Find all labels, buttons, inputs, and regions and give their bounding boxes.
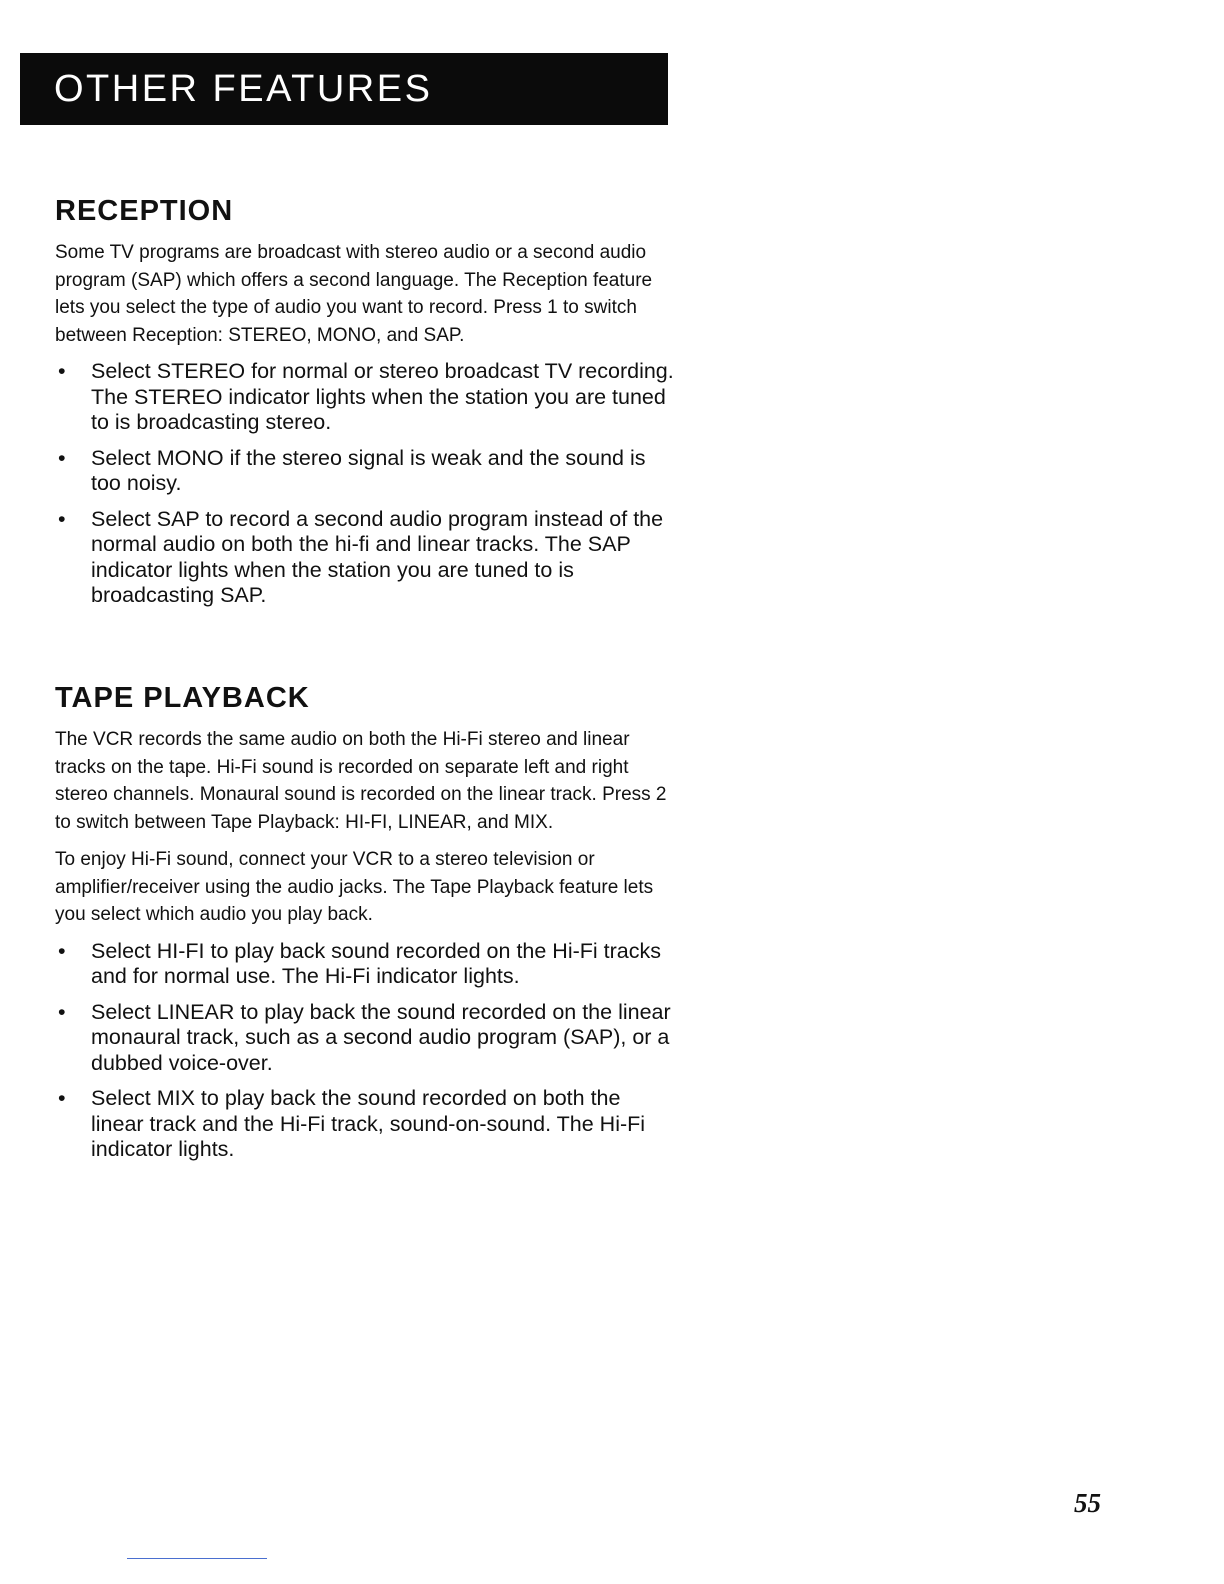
chapter-banner — [20, 53, 668, 125]
tape-playback-intro-2: To enjoy Hi-Fi sound, connect your VCR to a stereo television or amplifier/receiver using the audio jacks. The Tape Playback feature lets you select which audio you play back. — [55, 849, 654, 925]
reception-bullet-stereo — [55, 359, 675, 436]
bullet-icon: • — [58, 938, 66, 963]
tape-playback-bullet-hifi — [55, 939, 675, 990]
bullet-text: Select SAP to record a second audio program instead of the normal audio on both the hi-fi and linear tracks. The SAP indicator lights when the station you are tuned to is broadcasting SAP. — [91, 506, 664, 607]
bullet-icon: • — [58, 506, 66, 531]
bullet-text: Select STEREO for normal or stereo broadcast TV recording. The STEREO indicator lights when the station you are tuned to is broadcasting stereo. — [91, 359, 674, 434]
reception-bullet-mono — [55, 446, 675, 497]
tape-playback-section — [55, 680, 675, 1173]
tape-playback-bullet-mix — [55, 1086, 675, 1163]
bullet-text: Select MONO if the stereo signal is weak and the sound is too noisy. — [91, 445, 646, 495]
bullet-text: Select HI-FI to play back sound recorded on the Hi-Fi tracks and for normal use. The Hi-Fi indicator lights. — [91, 938, 661, 988]
bullet-icon: • — [58, 1086, 66, 1110]
page-number: 55 — [1074, 1488, 1101, 1518]
bullet-text: Select MIX to play back the sound recorded on both the linear track and the Hi-Fi track, sound-on-sound. The Hi-Fi indicator lights. — [91, 1086, 646, 1161]
reception-intro: Some TV programs are broadcast with stereo audio or a second audio program (SAP) which offers a second language. The Reception feature lets you select the type of audio you want to record. Press 1 to switch between Reception: STEREO, MONO, and SAP. — [55, 242, 653, 346]
tape-playback-intro: The VCR records the same audio on both the Hi-Fi stereo and linear tracks on the tape. Hi-Fi sound is recorded on separate left and right stereo channels. Monaural sound is recorded on the linear track. Press 2 to switch between Tape Playback: HI-FI, LINEAR, and MIX. — [55, 729, 667, 833]
footer-rule — [127, 1558, 267, 1559]
chapter-title: OTHER FEATURES — [54, 68, 433, 110]
tape-playback-bullet-list — [55, 939, 675, 1163]
reception-bullet-list — [55, 359, 675, 609]
bullet-icon: • — [58, 999, 66, 1024]
bullet-text: Select LINEAR to play back the sound recorded on the linear monaural track, such as a second audio program (SAP), or a dubbed voice-over. — [91, 999, 671, 1075]
reception-bullet-sap — [55, 507, 675, 609]
bullet-icon: • — [58, 445, 66, 470]
reception-heading: RECEPTION — [55, 195, 234, 227]
tape-playback-bullet-linear — [55, 1000, 675, 1077]
reception-section — [55, 193, 675, 619]
tape-playback-heading: TAPE PLAYBACK — [55, 682, 310, 714]
bullet-icon: • — [58, 359, 66, 383]
